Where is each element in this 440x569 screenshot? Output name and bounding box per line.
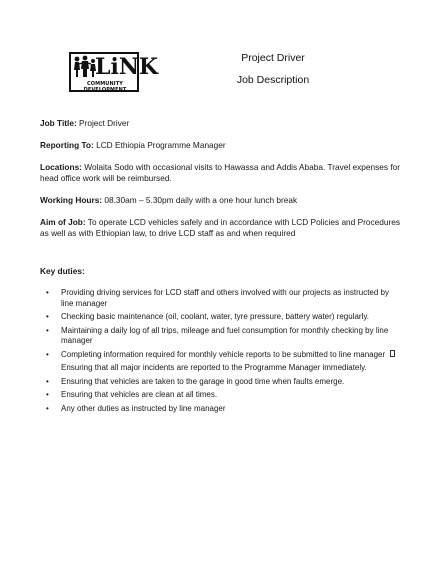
locations-label: Locations: xyxy=(40,162,82,172)
duty-text: Maintaining a daily log of all trips, mileage and fuel consumption for monthly checking by line manager xyxy=(61,325,389,345)
key-duties-heading: Key duties: xyxy=(40,266,85,276)
document-title: Project Driver xyxy=(241,52,305,64)
aim-of-job-field xyxy=(40,217,402,239)
bullet-icon: • xyxy=(46,312,49,321)
bullet-icon: • xyxy=(46,325,49,335)
bullet-icon: • xyxy=(46,288,49,297)
duty-text: Completing information required for monthly vehicle reports to be submitted to line manager xyxy=(61,349,386,359)
bullet-icon: • xyxy=(46,403,49,413)
list-item xyxy=(46,326,396,347)
logo-wordmark: LiNK xyxy=(95,54,159,80)
working-hours-label: Working Hours: xyxy=(40,195,103,205)
link-community-development-logo xyxy=(69,52,159,93)
job-title-field xyxy=(40,118,129,129)
list-item xyxy=(46,312,396,323)
job-title-label: Job Title: xyxy=(40,118,77,128)
list-item xyxy=(46,390,396,401)
list-item xyxy=(46,404,396,415)
duty-text: Any other duties as instructed by line manager xyxy=(61,403,226,413)
job-title-value: Project Driver xyxy=(79,118,130,128)
working-hours-field xyxy=(40,195,297,206)
duty-text: Ensuring that vehicles are taken to the garage in good time when faults emerge. xyxy=(61,376,345,386)
aim-of-job-value: To operate LCD vehicles safely and in accordance with LCD Policies and Procedures as well as with Ethiopian law, to drive LCD staff as and when required xyxy=(40,217,401,238)
aim-of-job-label: Aim of Job: xyxy=(40,217,86,227)
list-item xyxy=(46,377,396,388)
key-duties-list xyxy=(46,288,396,417)
bullet-icon: • xyxy=(46,390,49,399)
document-subtitle: Job Description xyxy=(236,74,310,86)
locations-field xyxy=(40,162,402,184)
duty-text: Ensuring that vehicles are clean at all times. xyxy=(61,390,218,399)
working-hours-value: 08.30am – 5.30pm daily with a one hour lunch break xyxy=(104,195,298,205)
duty-text: Providing driving services for LCD staff and others involved with our projects as instructed by line manager xyxy=(61,288,390,308)
reporting-to-value: LCD Ethiopia Programme Manager xyxy=(96,140,226,150)
locations-value: Wolaita Sodo with occasional visits to Hawassa and Addis Ababa. Travel expenses for head office work will be reimbursed. xyxy=(40,162,401,183)
bullet-icon: • xyxy=(46,376,49,386)
bullet-icon: • xyxy=(46,349,49,359)
duty-text: Ensuring that all major incidents are reported to the Programme Manager immediately. xyxy=(61,363,367,372)
list-item xyxy=(46,350,396,361)
list-item xyxy=(46,288,396,309)
reporting-to-label: Reporting To: xyxy=(40,140,94,150)
logo-subtitle: COMMUNITY DEVELOPMENT xyxy=(83,81,127,93)
reporting-to-field xyxy=(40,140,226,151)
duty-text: Checking basic maintenance (oil, coolant, water, tyre pressure, battery water) regularly. xyxy=(61,312,369,321)
checkbox-glyph-icon xyxy=(390,350,395,357)
list-item xyxy=(46,363,396,374)
